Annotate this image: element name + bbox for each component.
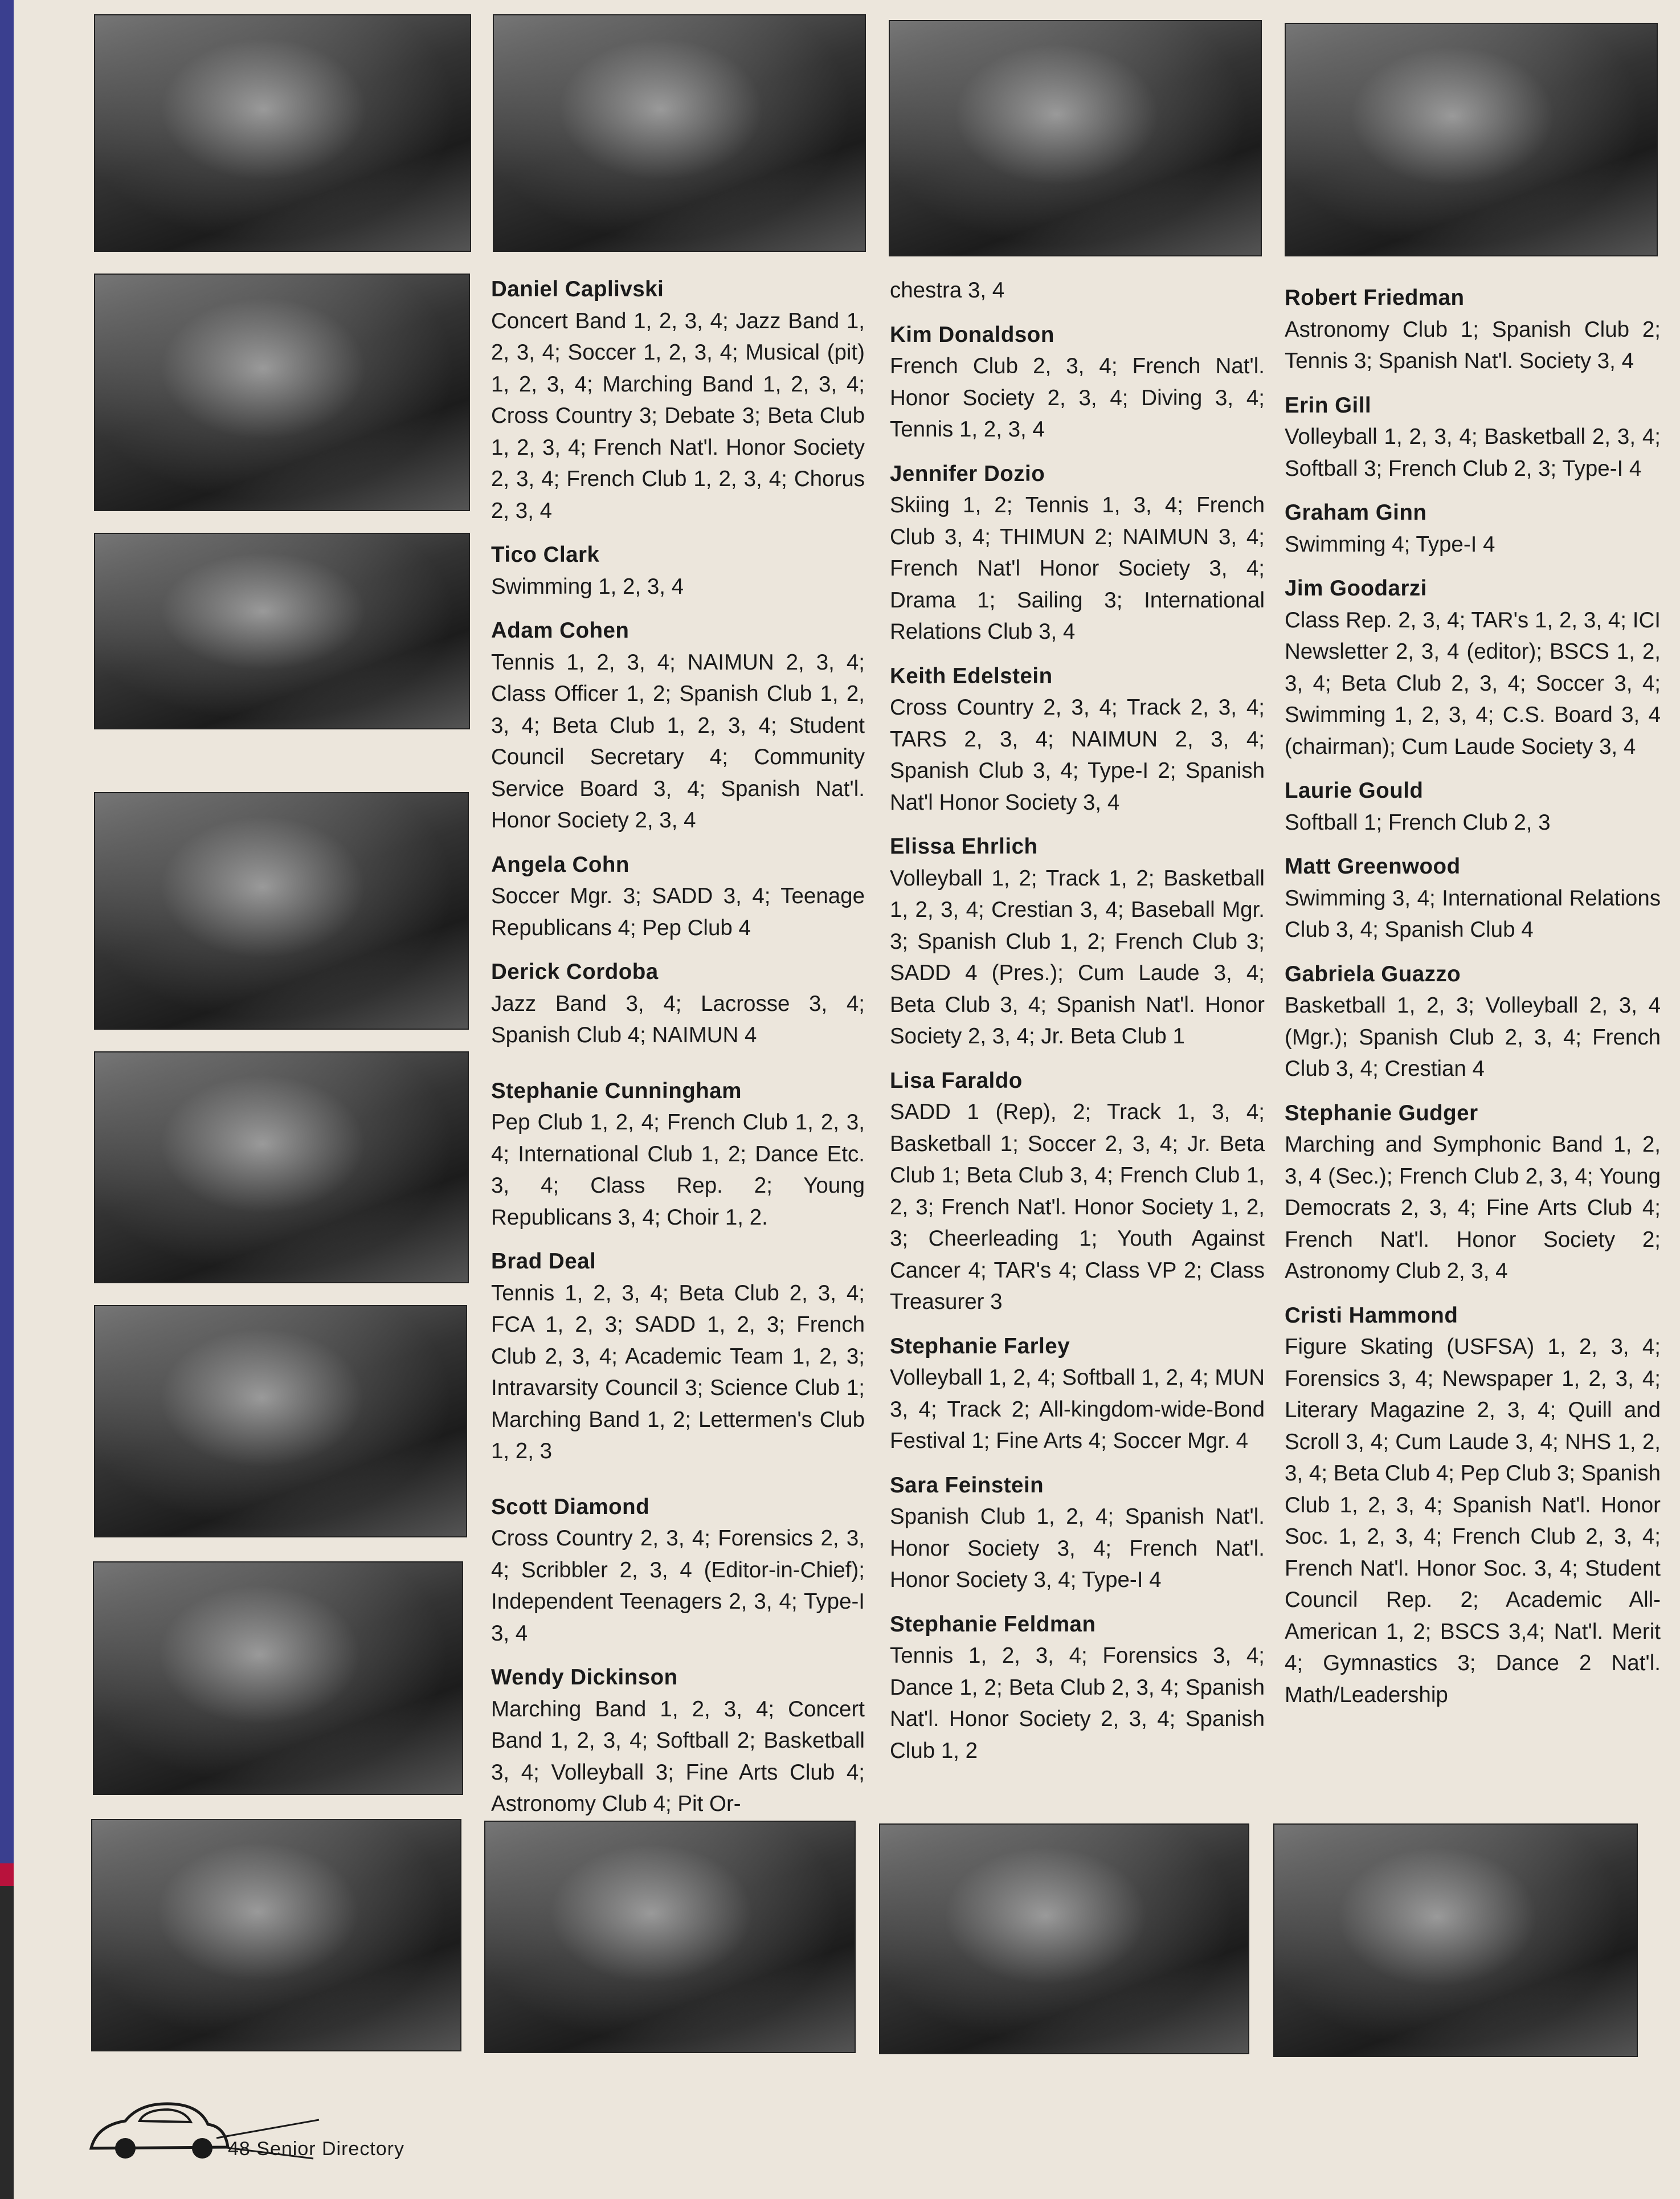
photo-left-4 xyxy=(94,1051,469,1283)
senior-name: Matt Greenwood xyxy=(1285,854,1461,879)
senior-name: Tico Clark xyxy=(491,542,600,567)
senior-activities: Basketball 1, 2, 3; Volleyball 2, 3, 4 (Mgr.); Spanish Club 2, 3, 4; French Club 3, 4; Crestian 4 xyxy=(1285,993,1661,1081)
senior-activities: Jazz Band 3, 4; Lacrosse 3, 4; Spanish Club 4; NAIMUN 4 xyxy=(491,991,865,1047)
page-edge-dark xyxy=(0,1886,14,2199)
senior-activities: Skiing 1, 2; Tennis 1, 3, 4; French Club 3, 4; THIMUN 2; NAIMUN 3, 4; French Nat'l Honor Society 3, 4; Drama 1; Sailing 3; International Relations Club 3, 4 xyxy=(890,493,1265,644)
senior-name: Stephanie Cunningham xyxy=(491,1078,742,1103)
senior-activities: Swimming 3, 4; International Relations Club 3, 4; Spanish Club 4 xyxy=(1285,886,1661,942)
senior-name: Robert Friedman xyxy=(1285,285,1465,310)
directory-column-1 xyxy=(491,274,865,1820)
senior-activities: Concert Band 1, 2, 3, 4; Jazz Band 1, 2, 3, 4; Soccer 1, 2, 3, 4; Musical (pit) 1, 2, 3, 4; Marching Band 1, 2, 3, 4; Cross Country 3; Debate 3; Beta Club 1, 2, 3, 4; French Nat'l. Honor Society 2, 3, 4; French Club 1, 2, 3, 4; Chorus 2, 3, 4 xyxy=(491,308,865,523)
senior-name: Keith Edelstein xyxy=(890,663,1053,688)
directory-column-2 xyxy=(890,275,1265,1766)
senior-name: Wendy Dickinson xyxy=(491,1665,678,1690)
directory-column-3 xyxy=(1285,282,1661,1711)
photo-top-1 xyxy=(94,14,471,252)
senior-entry xyxy=(1285,573,1661,762)
photo-left-3 xyxy=(94,792,469,1030)
senior-name: Laurie Gould xyxy=(1285,778,1424,803)
senior-activities: Volleyball 1, 2, 3, 4; Basketball 2, 3, 4; Softball 3; French Club 2, 3; Type-I 4 xyxy=(1285,425,1661,481)
senior-entry xyxy=(491,1662,865,1820)
senior-name: Elissa Ehrlich xyxy=(890,834,1038,859)
senior-name: Stephanie Farley xyxy=(890,1333,1070,1358)
senior-activities: Spanish Club 1, 2, 4; Spanish Nat'l. Honor Society 3, 4; French Nat'l. Honor Society 3, 4; Type-I 4 xyxy=(890,1504,1265,1592)
photo-left-6 xyxy=(93,1561,463,1795)
senior-entry xyxy=(1285,775,1661,838)
senior-name: Erin Gill xyxy=(1285,393,1372,418)
senior-entry xyxy=(491,1491,865,1650)
photo-bottom-1 xyxy=(91,1819,461,2051)
senior-entry xyxy=(890,831,1265,1052)
photo-left-2 xyxy=(94,533,470,729)
senior-entry xyxy=(491,1075,865,1234)
senior-name: Stephanie Feldman xyxy=(890,1611,1096,1637)
senior-entry xyxy=(890,1331,1265,1457)
senior-activities: Astronomy Club 1; Spanish Club 2; Tennis 3; Spanish Nat'l. Society 3, 4 xyxy=(1285,317,1661,373)
photo-top-2 xyxy=(493,14,866,252)
page-footer xyxy=(85,2086,427,2160)
senior-activities: Tennis 1, 2, 3, 4; Forensics 3, 4; Dance 1, 2; Beta Club 2, 3, 4; Spanish Nat'l. Honor Society 2, 3, 4; Spanish Club 1, 2 xyxy=(890,1643,1265,1763)
senior-activities: Volleyball 1, 2; Track 1, 2; Basketball 1, 2, 3, 4; Crestian 3, 4; Baseball Mgr. 3; Spanish Club 1, 2; French Club 3; SADD 4 (Pres.); Cum Laude 3, 4; Beta Club 3, 4; Spanish Nat'l. Honor Society 2, 3, 4; Jr. Beta Club 1 xyxy=(890,866,1265,1048)
page-label: 48 Senior Directory xyxy=(228,2138,405,2160)
senior-activities: chestra 3, 4 xyxy=(890,278,1005,303)
senior-name: Jennifer Dozio xyxy=(890,461,1045,486)
senior-name: Kim Donaldson xyxy=(890,322,1054,347)
photo-bottom-2 xyxy=(484,1821,856,2053)
senior-entry xyxy=(1285,282,1661,377)
senior-name: Graham Ginn xyxy=(1285,500,1427,525)
senior-entry xyxy=(1285,1098,1661,1287)
senior-name: Adam Cohen xyxy=(491,618,630,643)
photo-top-3 xyxy=(889,20,1262,256)
senior-entry xyxy=(491,849,865,944)
senior-activities: Swimming 1, 2, 3, 4 xyxy=(491,574,684,599)
photo-bottom-4 xyxy=(1273,1823,1638,2057)
senior-name: Angela Cohn xyxy=(491,852,630,877)
senior-activities: Tennis 1, 2, 3, 4; NAIMUN 2, 3, 4; Class Officer 1, 2; Spanish Club 1, 2, 3, 4; Beta Club 1, 2, 3, 4; Student Council Secretary 4; Community Service Board 3, 4; Spanish Nat'l. Honor Society 2, 3, 4 xyxy=(491,650,865,833)
senior-activities: French Club 2, 3, 4; French Nat'l. Honor Society 2, 3, 4; Diving 3, 4; Tennis 1, 2, 3, 4 xyxy=(890,354,1265,442)
senior-entry xyxy=(1285,497,1661,560)
senior-activities: Swimming 4; Type-I 4 xyxy=(1285,532,1495,557)
senior-entry xyxy=(491,539,865,602)
senior-activities: Cross Country 2, 3, 4; Forensics 2, 3, 4; Scribbler 2, 3, 4 (Editor-in-Chief); Independent Teenagers 2, 3, 4; Type-I 3, 4 xyxy=(491,1526,865,1646)
senior-name: Derick Cordoba xyxy=(491,960,659,984)
senior-entry xyxy=(890,1065,1265,1318)
photo-left-5 xyxy=(94,1305,467,1537)
photo-bottom-3 xyxy=(879,1823,1249,2054)
senior-activities: Softball 1; French Club 2, 3 xyxy=(1285,810,1551,835)
senior-activities: Marching Band 1, 2, 3, 4; Concert Band 1, 2, 3, 4; Softball 2; Basketball 3, 4; Volleyball 3; Fine Arts Club 4; Astronomy Club 4; Pit Or- xyxy=(491,1696,865,1816)
senior-name: Jim Goodarzi xyxy=(1285,576,1427,601)
senior-activities: Figure Skating (USFSA) 1, 2, 3, 4; Forensics 3, 4; Newspaper 1, 2, 3, 4; Literary Magazine 2, 3, 4; Quill and Scroll 3, 4; Cum Laude 3, 4; NHS 1, 2, 3, 4; Beta Club 4; Pep Club 3; Spanish Club 1, 2, 3, 4; Spanish Nat'l. Honor Soc. 1, 2, 3, 4; French Club 2, 3, 4; French Nat'l. Honor Soc. 3, 4; Student Council Rep. 2; Academic All-American 1, 2; BSCS 3,4; Nat'l. Merit 4; Gymnastics 3; Dance 2 Nat'l. Math/Leadership xyxy=(1285,1335,1661,1707)
senior-activities: Cross Country 2, 3, 4; Track 2, 3, 4; TARS 2, 3, 4; NAIMUN 2, 3, 4; Spanish Club 3, 4; Type-I 2; Spanish Nat'l Honor Society 3, 4 xyxy=(890,695,1265,815)
senior-name: Daniel Caplivski xyxy=(491,277,664,301)
senior-name: Lisa Faraldo xyxy=(890,1068,1023,1093)
senior-entry xyxy=(491,274,865,527)
senior-activities: Class Rep. 2, 3, 4; TAR's 1, 2, 3, 4; ICI Newsletter 2, 3, 4 (editor); BSCS 1, 2, 3, 4; Beta Club 2, 3, 4; Soccer 3, 4; Swimming 1, 2, 3, 4; C.S. Board 3, 4 (chairman); Cum Laude Society 3, 4 xyxy=(1285,607,1661,759)
senior-activities: SADD 1 (Rep), 2; Track 1, 3, 4; Basketball 1; Soccer 2, 3, 4; Jr. Beta Club 1; Beta Club 3, 4; French Club 1, 2, 3; French Nat'l. Honor Society 1, 2, 3; Cheerleading 1; Youth Against Cancer 4; TAR's 4; Class VP 2; Class Treasurer 3 xyxy=(890,1100,1265,1314)
senior-name: Brad Deal xyxy=(491,1249,596,1274)
senior-activities: Tennis 1, 2, 3, 4; Beta Club 2, 3, 4; FCA 1, 2, 3; SADD 1, 2, 3; French Club 2, 3, 4; Academic Team 1, 2, 3; Intravarsity Council 3; Science Club 1; Marching Band 1, 2; Lettermen's Club 1, 2, 3 xyxy=(491,1280,865,1463)
senior-entry xyxy=(491,1246,865,1467)
senior-entry xyxy=(491,615,865,837)
senior-name: Cristi Hammond xyxy=(1285,1303,1458,1328)
senior-name: Stephanie Gudger xyxy=(1285,1100,1478,1125)
senior-entry xyxy=(491,956,865,1051)
senior-entry xyxy=(890,1470,1265,1596)
senior-entry xyxy=(890,1609,1265,1767)
senior-entry xyxy=(890,458,1265,648)
page-edge-blue xyxy=(0,0,14,1863)
senior-activities: Volleyball 1, 2, 4; Softball 1, 2, 4; MUN 3, 4; Track 2; All-kingdom-wide-Bond Festival 1; Fine Arts 4; Soccer Mgr. 4 xyxy=(890,1365,1265,1453)
senior-entry xyxy=(890,660,1265,819)
photo-left-1 xyxy=(94,274,470,511)
senior-entry xyxy=(1285,851,1661,946)
senior-activities: Soccer Mgr. 3; SADD 3, 4; Teenage Republicans 4; Pep Club 4 xyxy=(491,884,865,940)
senior-name: Scott Diamond xyxy=(491,1494,650,1519)
photo-top-4 xyxy=(1285,23,1658,256)
senior-entry xyxy=(890,319,1265,446)
page-edge-red xyxy=(0,1863,14,1886)
senior-entry xyxy=(1285,390,1661,485)
senior-activities: Marching and Symphonic Band 1, 2, 3, 4 (Sec.); French Club 2, 3, 4; Young Democrats 2, 3, 4; Fine Arts Club 4; French Nat'l. Honor Society 2; Astronomy Club 2, 3, 4 xyxy=(1285,1132,1661,1283)
senior-activities: Pep Club 1, 2, 4; French Club 1, 2, 3, 4; International Club 1, 2; Dance Etc. 3, 4; Class Rep. 2; Young Republicans 3, 4; Choir 1, 2. xyxy=(491,1110,865,1230)
senior-name: Gabriela Guazzo xyxy=(1285,961,1461,986)
senior-entry xyxy=(1285,958,1661,1085)
senior-name: Sara Feinstein xyxy=(890,1472,1044,1498)
senior-entry xyxy=(890,275,1265,307)
senior-entry xyxy=(1285,1300,1661,1711)
